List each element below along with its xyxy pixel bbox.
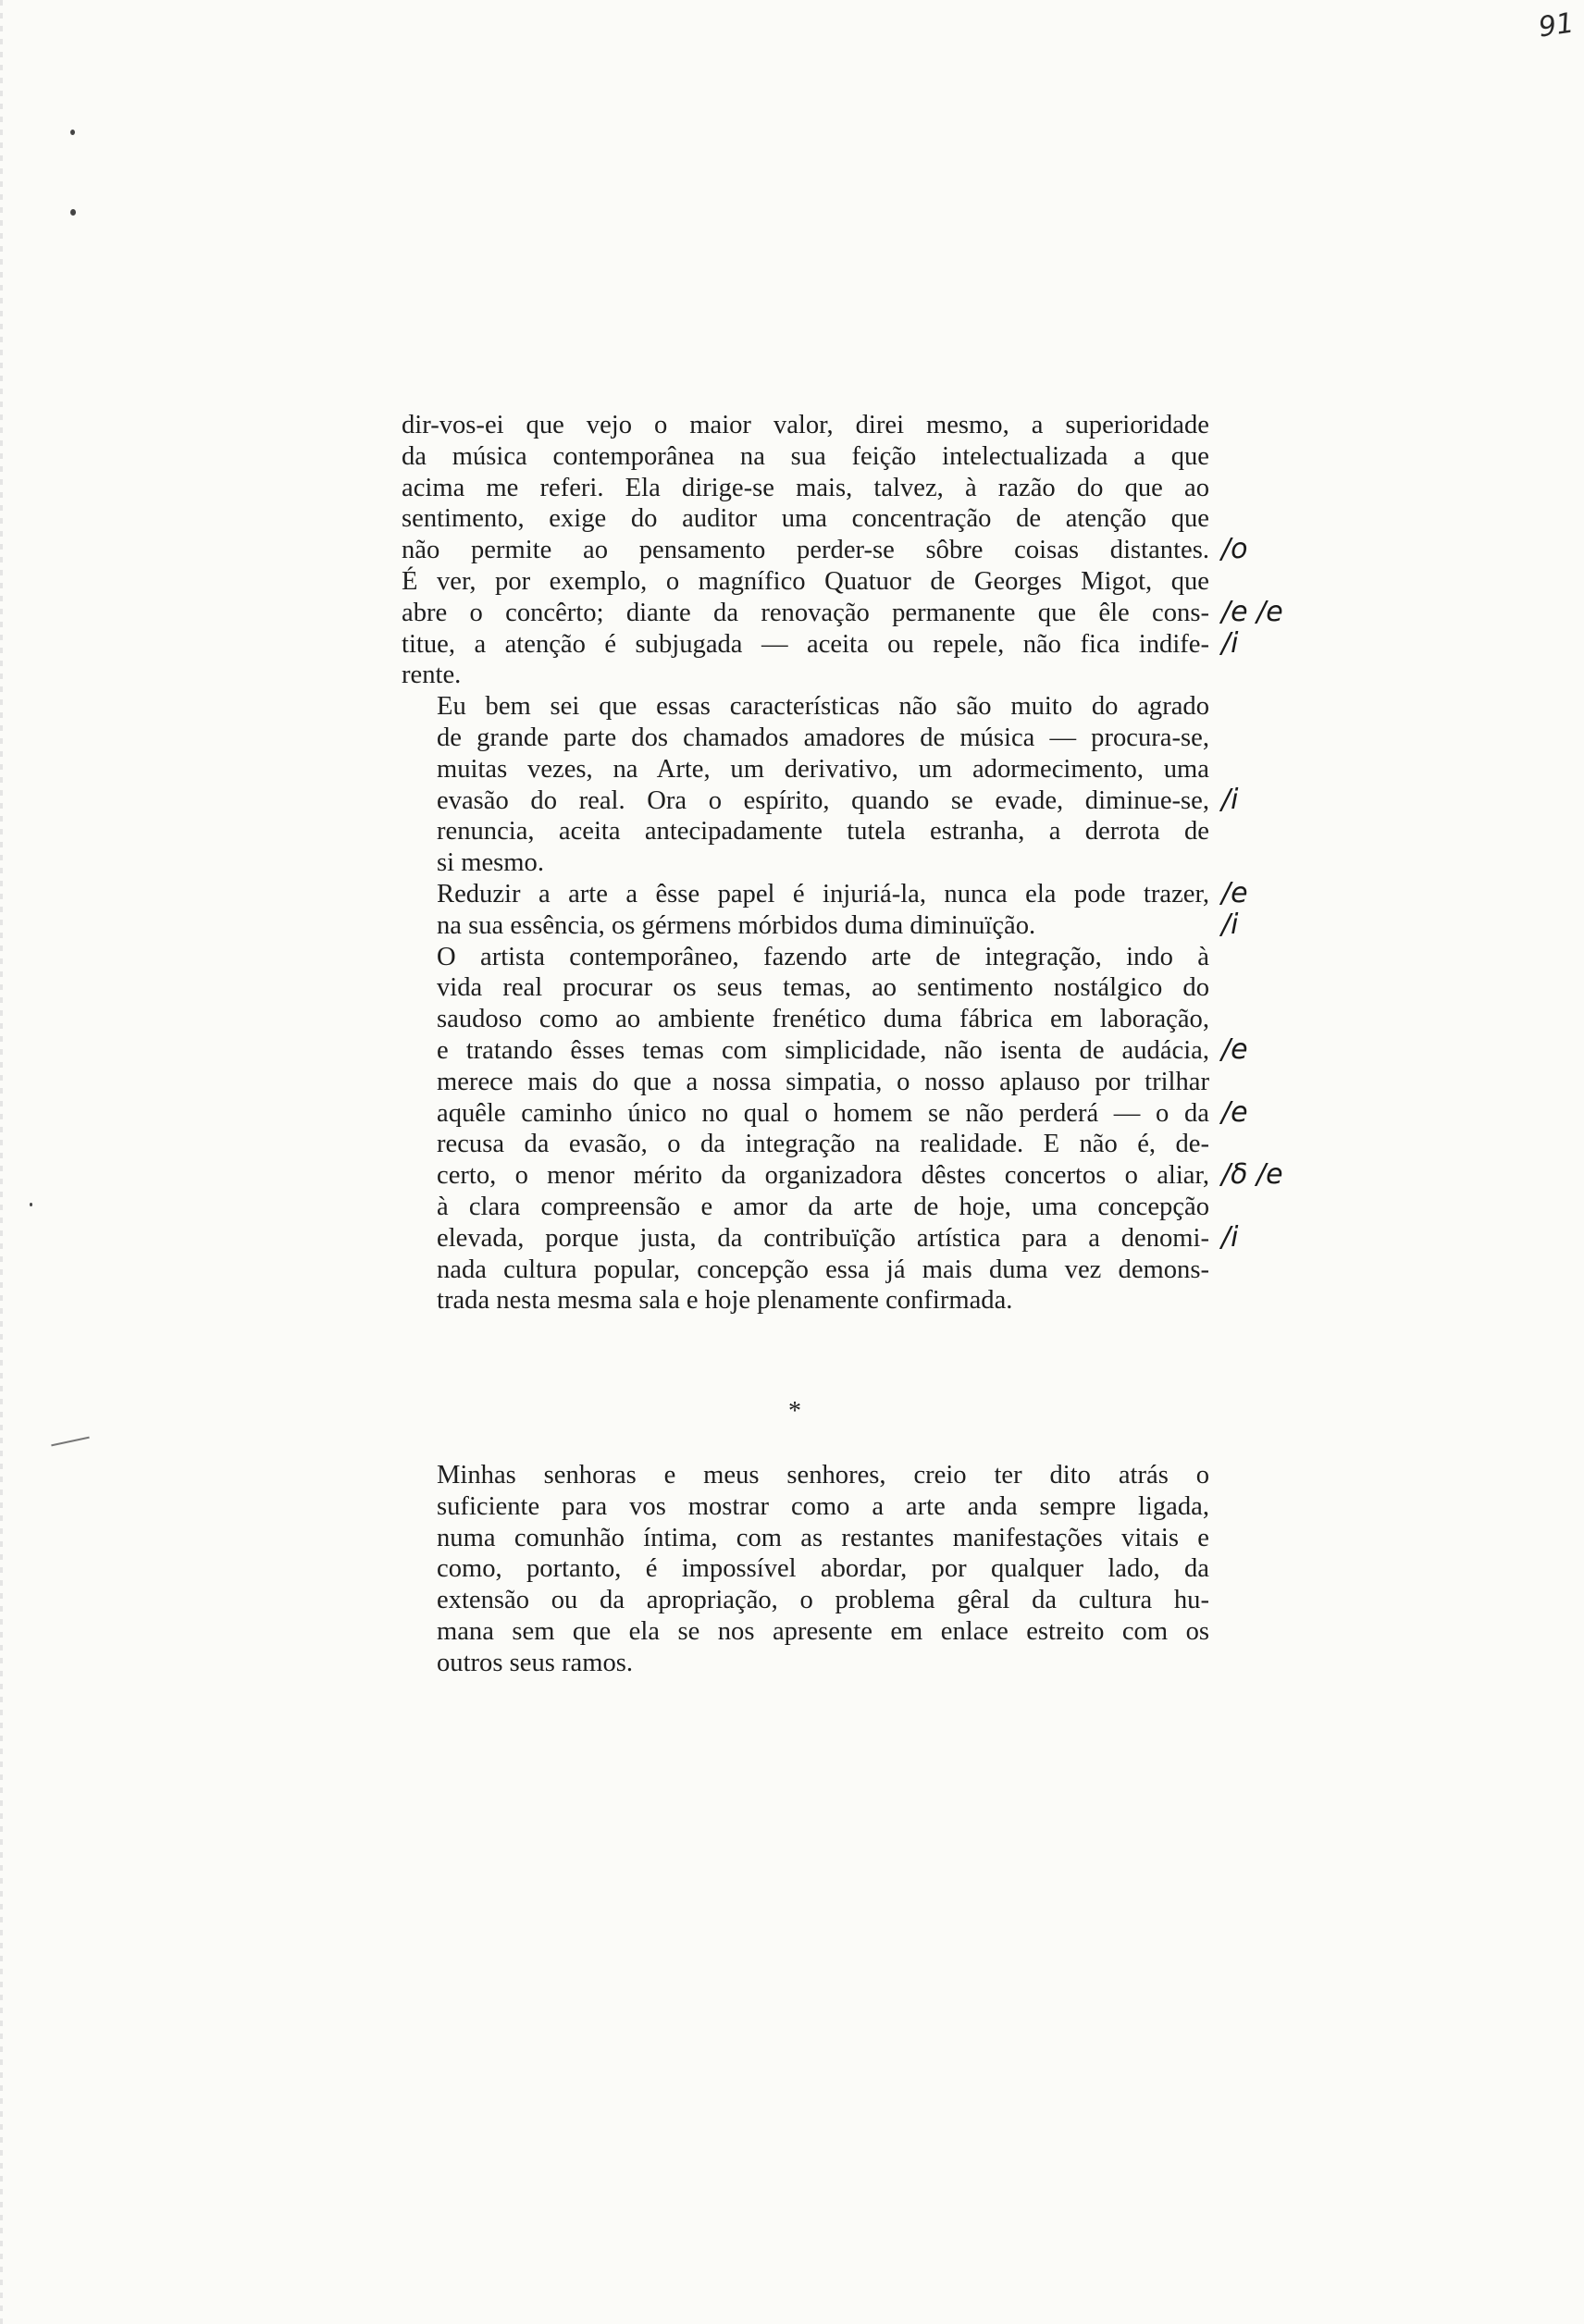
scan-speck — [70, 209, 76, 216]
proof-mark: /δ /e — [1221, 1158, 1283, 1192]
text-line: abre o concêrto; diante da renovação permanente que êle cons- — [402, 598, 1209, 627]
text-line: dir-vos-ei que vejo o maior valor, direi mesmo, a superioridade — [402, 411, 1209, 439]
text-line: Reduzir a arte a êsse papel é injuriá-la, nunca ela pode trazer, — [437, 879, 1209, 909]
proof-mark: /i — [1221, 626, 1239, 660]
text-line: de grande parte dos chamados amadores de música — procura-se, — [437, 723, 1209, 752]
page-number: 91 — [1536, 6, 1577, 44]
text-line: Eu bem sei que essas características não são muito do agrado — [437, 692, 1209, 722]
text-line: e tratando êsses temas com simplicidade, não isenta de audácia, — [437, 1035, 1209, 1065]
scan-mark — [51, 1437, 89, 1447]
text-line: mana sem que ela se nos apresente em enlace estreito com os — [437, 1616, 1209, 1646]
proof-mark: /e /e — [1221, 595, 1283, 628]
section-break: * — [788, 1397, 801, 1426]
text-line: sentimento, exige do auditor uma concentração de atenção que — [402, 504, 1209, 534]
proof-mark: /i — [1221, 1220, 1239, 1254]
text-line: rente. — [402, 661, 462, 690]
text-line: saudoso como ao ambiente frenético duma fábrica em laboração, — [437, 1005, 1209, 1034]
text-line: trada nesta mesma sala e hoje plenamente confirmada. — [437, 1286, 1013, 1316]
text-line: O artista contemporâneo, fazendo arte de integração, indo à — [437, 942, 1209, 971]
main-paragraph — [402, 410, 1209, 691]
text-line: acima me referi. Ela dirige-se mais, talvez, à razão do que ao — [402, 473, 1209, 502]
text-line: muitas vezes, na Arte, um derivativo, um adormecimento, uma — [437, 754, 1209, 784]
text-line: suficiente para vos mostrar como a arte anda sempre ligada, — [437, 1491, 1209, 1521]
scan-speck — [30, 1203, 32, 1206]
main-paragraph — [402, 942, 1209, 1317]
text-line: elevada, porque justa, da contribuïção artística para a denomi- — [437, 1223, 1209, 1253]
text-line: recusa da evasão, o da integração na realidade. E não é, de- — [437, 1130, 1209, 1159]
text-line: si mesmo. — [437, 848, 544, 878]
scan-edge-shadow — [0, 0, 3, 2324]
text-line: Minhas senhoras e meus senhores, creio ter dito atrás o — [437, 1461, 1209, 1490]
text-line: da música contemporânea na sua feição intelectualizada a que — [402, 441, 1209, 471]
text-line: renuncia, aceita antecipadamente tutela estranha, a derrota de — [437, 817, 1209, 847]
proof-mark: /e — [1221, 1033, 1248, 1066]
main-paragraph — [402, 879, 1209, 942]
text-line: aquêle caminho único no qual o homem se não perderá — o da — [437, 1098, 1209, 1128]
text-line: numa comunhão íntima, com as restantes manifestações vitais e — [437, 1523, 1209, 1552]
text-line: outros seus ramos. — [437, 1648, 634, 1677]
text-line: extensão ou da apropriação, o problema gêral da cultura hu- — [437, 1586, 1209, 1615]
proof-mark: /i — [1221, 908, 1239, 941]
text-line: na sua essência, os gérmens mórbidos duma diminuïção. — [437, 910, 1036, 940]
text-line: vida real procurar os seus temas, ao sentimento nostálgico do — [437, 973, 1209, 1003]
text-line: titue, a atenção é subjugada — aceita ou repele, não fica indife- — [402, 629, 1209, 659]
proof-mark: /o — [1221, 533, 1248, 566]
text-line: como, portanto, é impossível abordar, por qualquer lado, da — [437, 1554, 1209, 1584]
main-text — [402, 410, 1209, 1317]
text-line: merece mais do que a nossa simpatia, o nosso aplauso por trilhar — [437, 1067, 1209, 1096]
text-line: É ver, por exemplo, o magnífico Quatuor de Georges Migot, que — [402, 566, 1209, 596]
proof-mark: /e — [1221, 877, 1248, 909]
text-line: evasão do real. Ora o espírito, quando se evade, diminue-se, — [437, 785, 1209, 815]
closing-paragraph — [402, 1460, 1209, 1679]
text-line: à clara compreensão e amor da arte de hoje, uma concepção — [437, 1192, 1209, 1221]
main-paragraph — [402, 691, 1209, 879]
text-line: não permite ao pensamento perder-se sôbre coisas distantes. — [402, 536, 1209, 565]
proof-mark: /e — [1221, 1095, 1248, 1129]
text-line: certo, o menor mérito da organizadora dêstes concertos o aliar, — [437, 1161, 1209, 1191]
text-line: nada cultura popular, concepção essa já mais duma vez demons- — [437, 1255, 1209, 1284]
closing-paragraph — [402, 1460, 1209, 1679]
proof-mark: /i — [1221, 783, 1239, 816]
scan-speck — [70, 130, 75, 135]
